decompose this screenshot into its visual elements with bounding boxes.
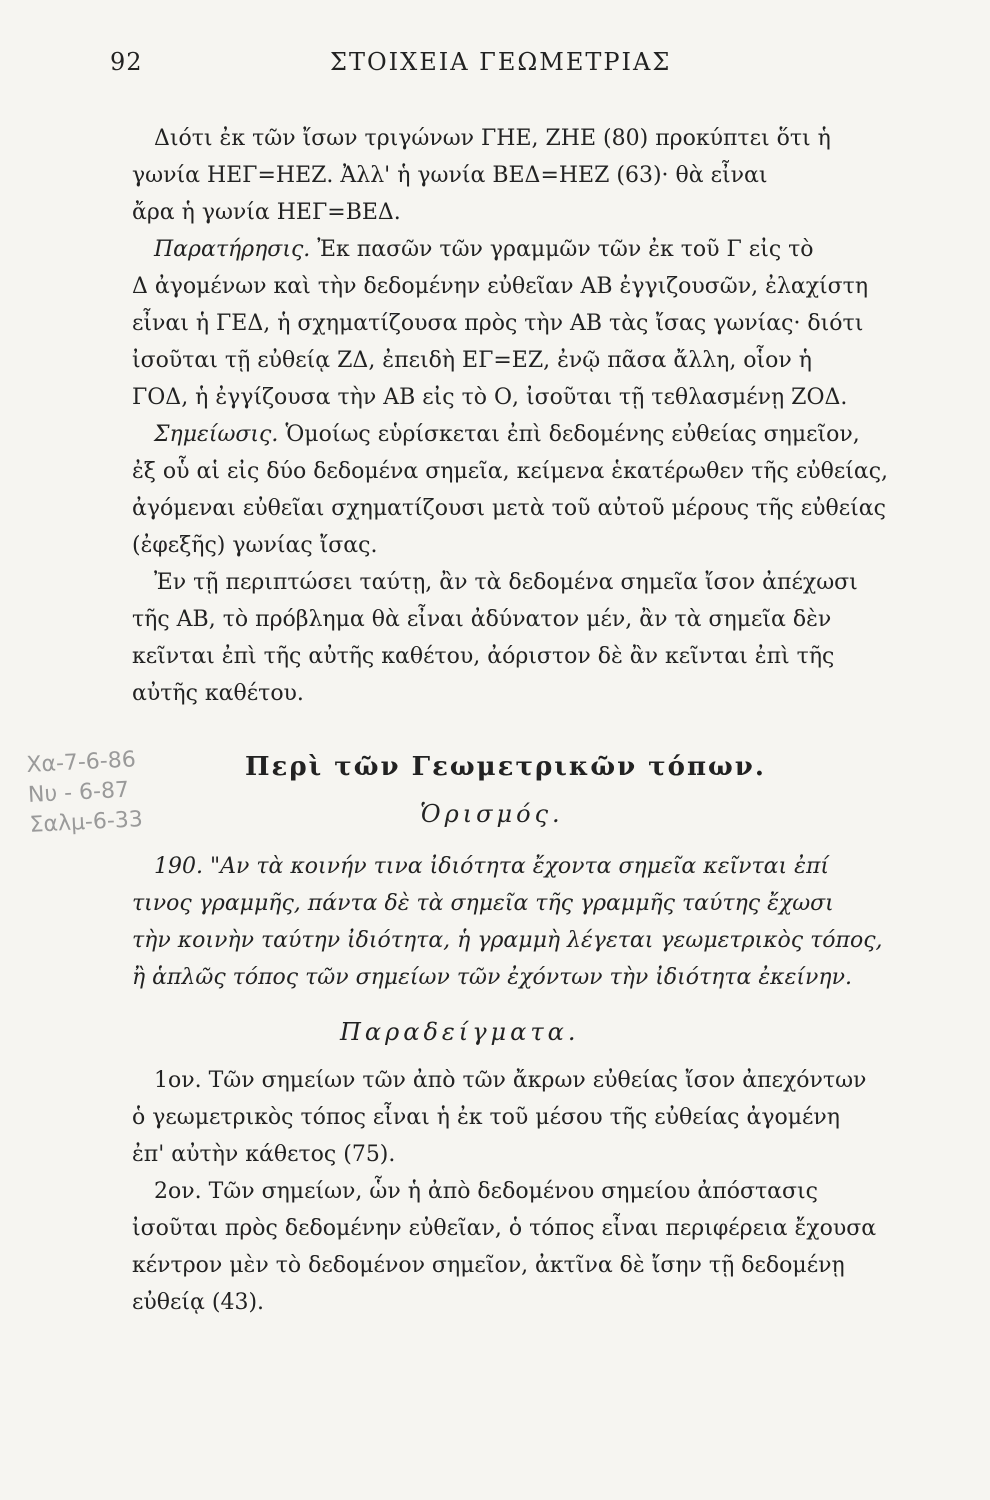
text-line: ἐξ οὗ αἱ εἰς δύο δεδομένα σημεῖα, κείμενα ἑκατέρωθεν τῆς εὐθείας, bbox=[132, 459, 889, 484]
definition-block bbox=[132, 848, 883, 996]
text-line: αὐτῆς καθέτου. bbox=[132, 681, 304, 706]
text-line: ἄρα ἡ γωνία ΗΕΓ=ΒΕΔ. bbox=[132, 200, 401, 225]
handwritten-notes bbox=[26, 745, 144, 841]
examples-block bbox=[132, 1062, 877, 1321]
text-line: Δ ἀγομένων καὶ τὴν δεδομένην εὐθεῖαν ΑΒ ἐγγιζουσῶν, ἐλαχίστη bbox=[132, 274, 869, 299]
text-line: κεῖνται ἐπὶ τῆς αὐτῆς καθέτου, ἀόριστον δὲ ἂν κεῖνται ἐπὶ τῆς bbox=[132, 644, 835, 669]
definition-heading: Ὁρισμός. bbox=[420, 800, 564, 828]
text-line: εὐθείᾳ (43). bbox=[132, 1290, 265, 1315]
page-header bbox=[110, 48, 870, 88]
text-line: 190. "Αν τὰ κοινήν τινα ἰδιότητα ἔχοντα σημεῖα κεῖνται ἐπί bbox=[154, 854, 830, 879]
simeiosis-label: Σημείωσις. bbox=[154, 422, 279, 447]
text-line: (ἐφεξῆς) γωνίας ἴσας. bbox=[132, 533, 378, 558]
text-line: Ὁμοίως εὑρίσκεται ἐπὶ δεδομένης εὐθείας σημεῖον, bbox=[285, 422, 860, 447]
section-title: Περὶ τῶν Γεωμετρικῶν τόπων. bbox=[245, 752, 766, 782]
running-title: ΣΤΟΙΧΕΙΑ ΓΕΩΜΕΤΡΙΑΣ bbox=[330, 48, 672, 76]
text-line: τῆς ΑΒ, τὸ πρόβλημα θὰ εἶναι ἀδύνατον μέν, ἂν τὰ σημεῖα δὲν bbox=[132, 607, 832, 632]
text-line: εἶναι ἡ ΓΕΔ, ἡ σχηματίζουσα πρὸς τὴν ΑΒ τὰς ἴσας γωνίας· διότι bbox=[132, 311, 864, 336]
text-line: τινος γραμμῆς, πάντα δὲ τὰ σημεῖα τῆς γραμμῆς ταύτης ἔχωσι bbox=[132, 891, 834, 916]
text-line: ἀγόμεναι εὐθεῖαι σχηματίζουσι μετὰ τοῦ αὐτοῦ μέρους τῆς εὐθείας bbox=[132, 496, 886, 521]
text-line: ΓΟΔ, ἡ ἐγγίζουσα τὴν ΑΒ εἰς τὸ Ο, ἰσοῦται τῇ τεθλασμένῃ ΖΟΔ. bbox=[132, 385, 848, 410]
text-line: Ἐκ πασῶν τῶν γραμμῶν τῶν ἐκ τοῦ Γ εἰς τὸ bbox=[317, 237, 814, 262]
simeiosis-first-line bbox=[132, 416, 874, 453]
text-line: 1ον. Τῶν σημείων τῶν ἀπὸ τῶν ἄκρων εὐθείας ἴσον ἀπεχόντων bbox=[154, 1068, 867, 1093]
paratirisis-first-line bbox=[132, 231, 874, 268]
handwritten-note: Σαλμ-6-33 bbox=[28, 807, 144, 838]
text-line: ὁ γεωμετρικὸς τόπος εἶναι ἡ ἐκ τοῦ μέσου τῆς εὐθείας ἀγομένη bbox=[132, 1105, 840, 1130]
text-line: ἰσοῦται τῇ εὐθείᾳ ΖΔ, ἐπειδὴ ΕΓ=ΕΖ, ἐνῷ πᾶσα ἄλλη, οἷον ἡ bbox=[132, 348, 812, 373]
text-line: ἐπ' αὐτὴν κάθετος (75). bbox=[132, 1142, 396, 1167]
text-line: Διότι ἐκ τῶν ἴσων τριγώνων ΓΗΕ, ΖΗΕ (80) προκύπτει ὅτι ἡ bbox=[154, 126, 831, 151]
main-text bbox=[132, 120, 889, 712]
text-line: κέντρον μὲν τὸ δεδομένον σημεῖον, ἀκτῖνα δὲ ἴσην τῇ δεδομένῃ bbox=[132, 1253, 845, 1278]
examples-heading: Παραδείγματα. bbox=[340, 1018, 580, 1046]
text-line: γωνία ΗΕΓ=ΗΕΖ. Ἀλλ' ἡ γωνία ΒΕΔ=ΗΕΖ (63)· θὰ εἶναι bbox=[132, 163, 768, 188]
handwritten-note: Νυ - 6-87 bbox=[27, 777, 130, 808]
paratirisis-label: Παρατήρησις. bbox=[154, 237, 311, 262]
page-number: 92 bbox=[110, 48, 143, 76]
text-line: τὴν κοινὴν ταύτην ἰδιότητα, ἡ γραμμὴ λέγεται γεωμετρικὸς τόπος, bbox=[132, 928, 883, 953]
text-line: 2ον. Τῶν σημείων, ὧν ἡ ἀπὸ δεδομένου σημείου ἀπόστασις bbox=[154, 1179, 818, 1204]
text-line: Ἐν τῇ περιπτώσει ταύτῃ, ἂν τὰ δεδομένα σημεῖα ἴσον ἀπέχωσι bbox=[154, 570, 858, 595]
handwritten-note: Χα-7-6-86 bbox=[25, 747, 137, 778]
text-line: ἢ ἁπλῶς τόπος τῶν σημείων τῶν ἐχόντων τὴν ἰδιότητα ἐκείνην. bbox=[132, 965, 852, 990]
text-line: ἰσοῦται πρὸς δεδομένην εὐθεῖαν, ὁ τόπος εἶναι περιφέρεια ἔχουσα bbox=[132, 1216, 877, 1241]
